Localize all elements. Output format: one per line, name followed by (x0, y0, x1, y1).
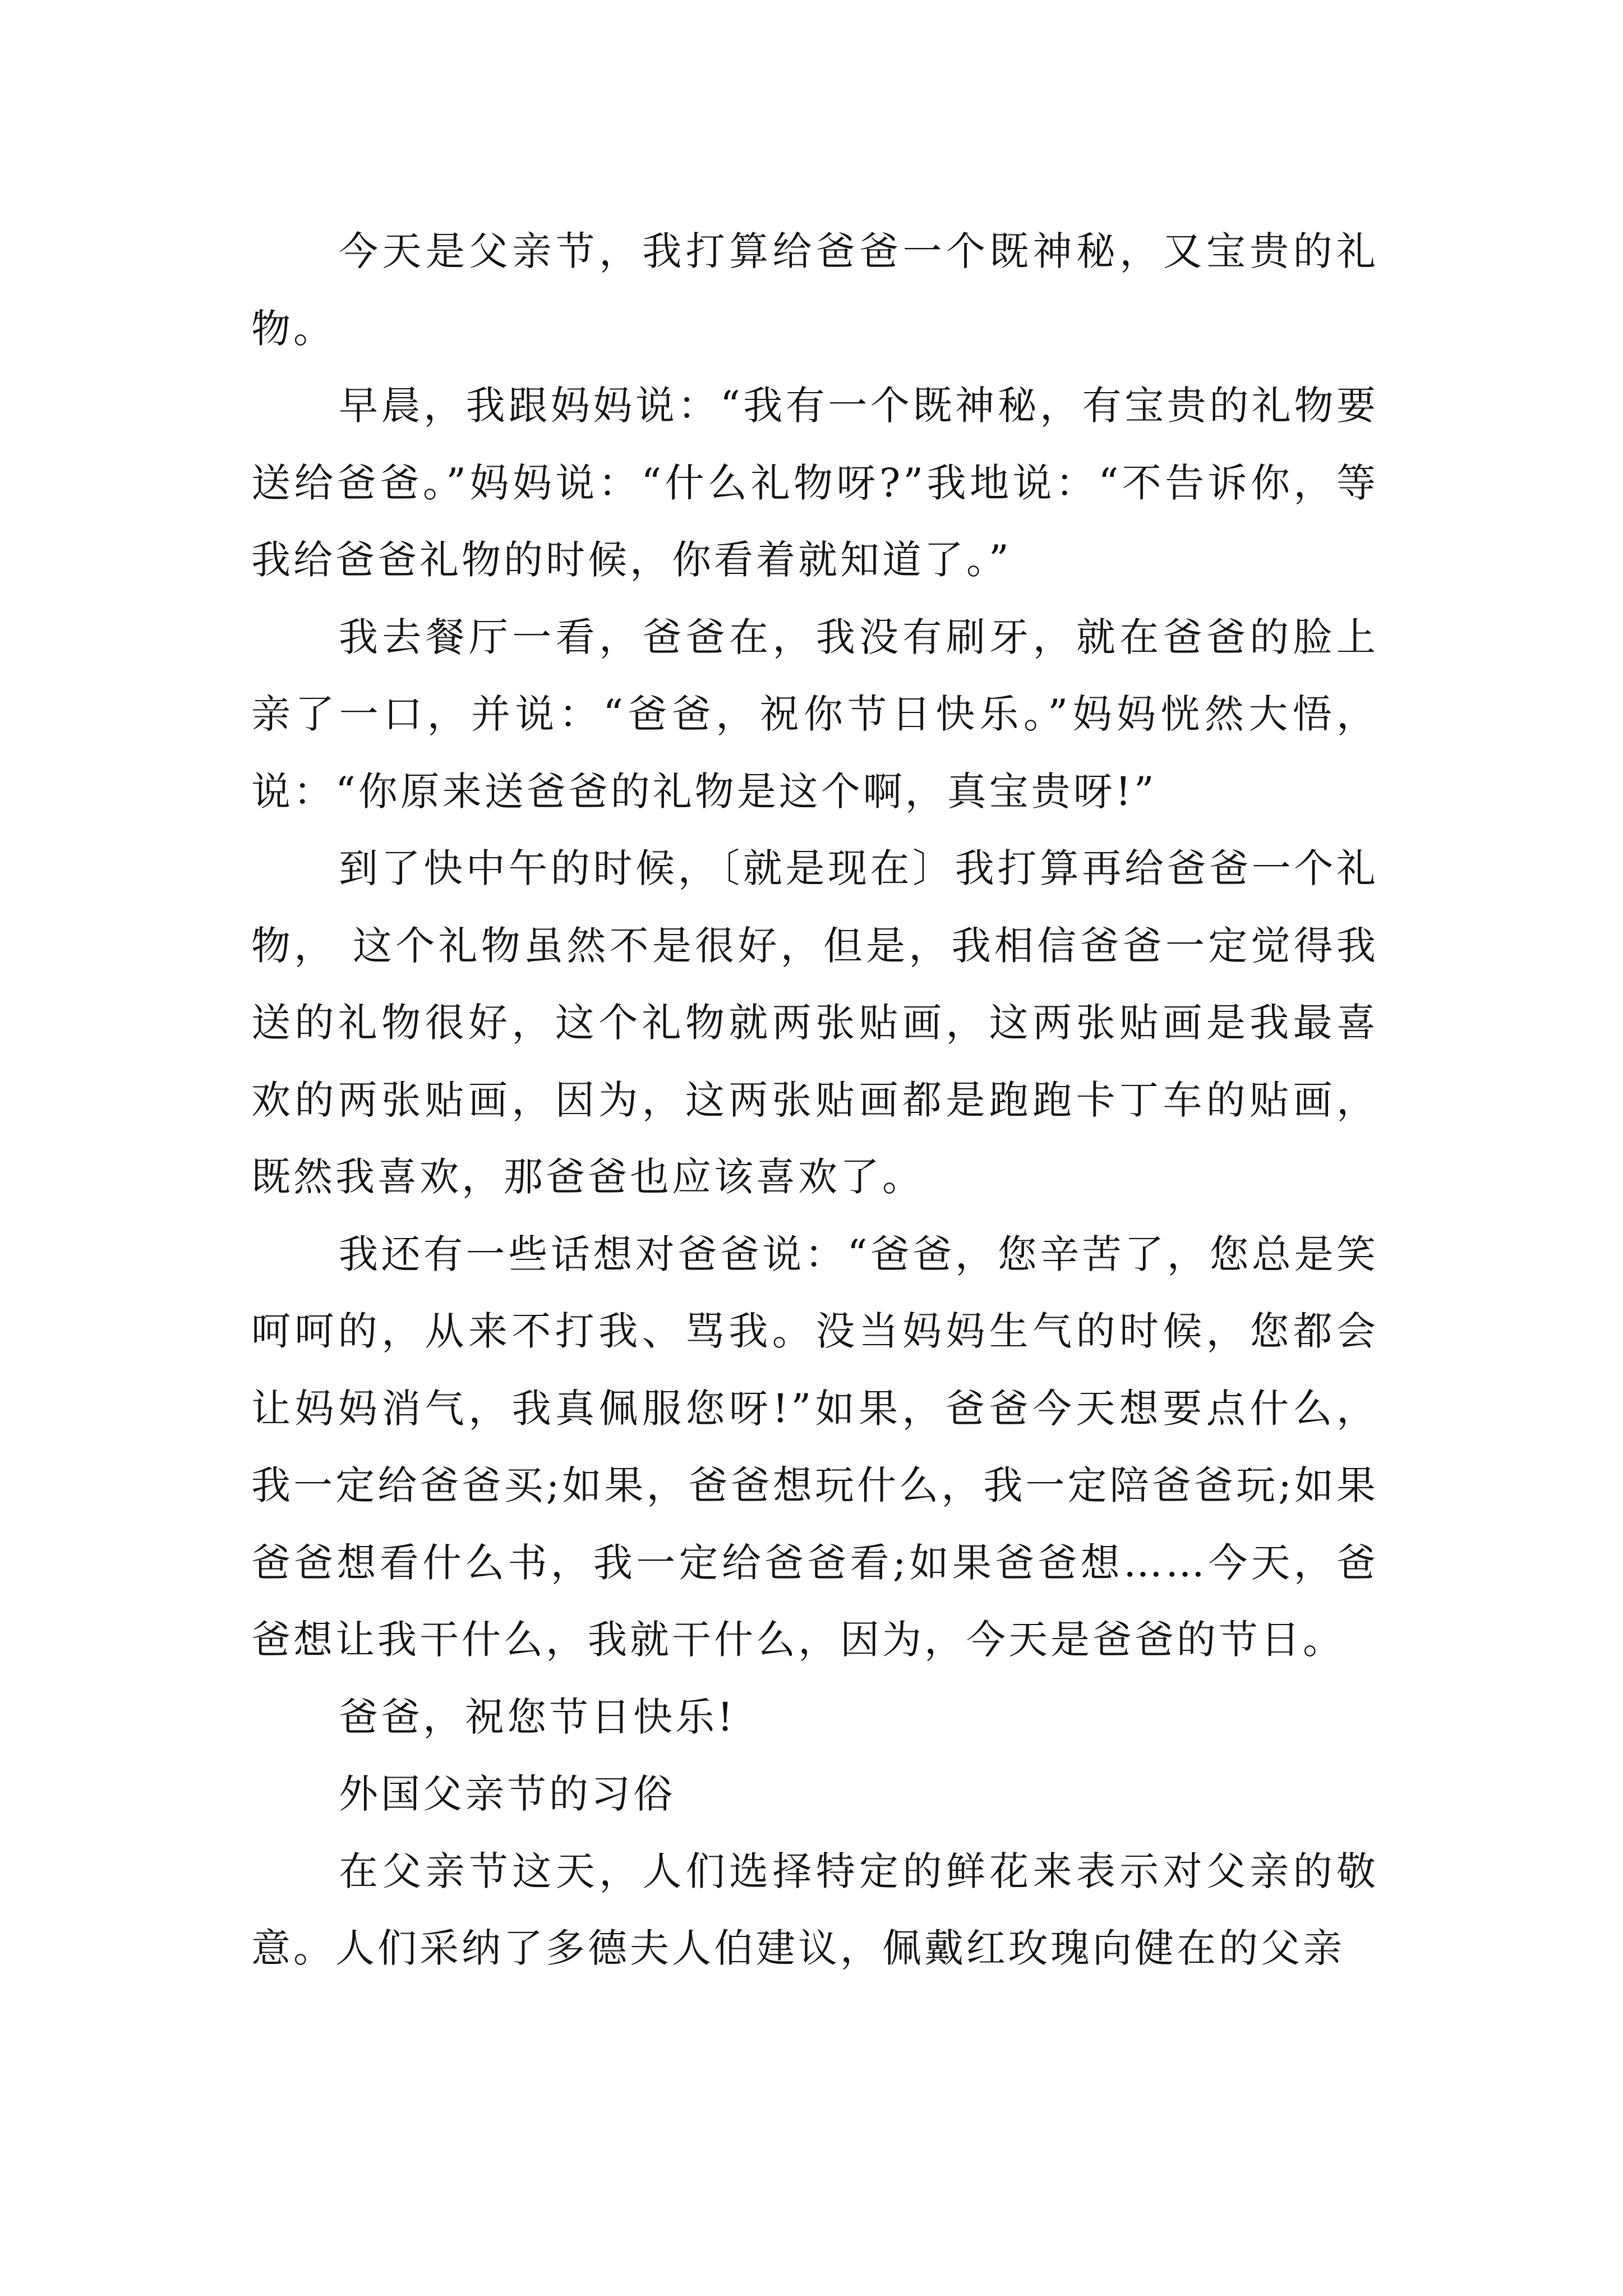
paragraph-morning: 早晨，我跟妈妈说：“我有一个既神秘，有宝贵的礼物要送给爸爸。”妈妈说：“什么礼物呀?”我地说：“不告诉你，等我给爸爸礼物的时候，你看着就知道了。” (251, 383, 1378, 583)
paragraph-kiss: 我去餐厅一看，爸爸在，我没有刷牙，就在爸爸的脸上亲了一口，并说：“爸爸，祝你节日快乐。”妈妈恍然大悟，说：“你原来送爸爸的礼物是这个啊，真宝贵呀!” (251, 614, 1378, 815)
paragraph-words-to-dad: 我还有一些话想对爸爸说：“爸爸，您辛苦了，您总是笑呵呵的，从来不打我、骂我。没当妈妈生气的时候，您都会让妈妈消气，我真佩服您呀!”如果，爸爸今天想要点什么，我一定给爸爸买;如果，爸爸想玩什么，我一定陪爸爸玩;如果爸爸想看什么书，我一定给爸爸看;如果爸爸想……今天，爸爸想让我干什么，我就干什么，因为，今天是爸爸的节日。 (251, 1231, 1378, 1663)
paragraph-stickers: 到了快中午的时候，〔就是现在〕我打算再给爸爸一个礼物， 这个礼物虽然不是很好，但是，我相信爸爸一定觉得我送的礼物很好，这个礼物就两张贴画，这两张贴画是我最喜欢的两张贴画，因为，这两张贴画都是跑跑卡丁车的贴画，既然我喜欢，那爸爸也应该喜欢了。 (251, 845, 1378, 1200)
document-body (251, 213, 1378, 1987)
section-heading-foreign-customs: 外国父亲节的习俗 (339, 1771, 675, 1817)
paragraph-gift-intro: 今天是父亲节，我打算给爸爸一个既神秘，又宝贵的礼物。 (251, 228, 1378, 352)
paragraph-flowers: 在父亲节这天，人们选择特定的鲜花来表示对父亲的敬意。人们采纳了多德夫人伯建议，佩戴红玫瑰向健在的父亲 (251, 1848, 1378, 1971)
paragraph-wishes: 爸爸，祝您节日快乐! (339, 1694, 736, 1740)
